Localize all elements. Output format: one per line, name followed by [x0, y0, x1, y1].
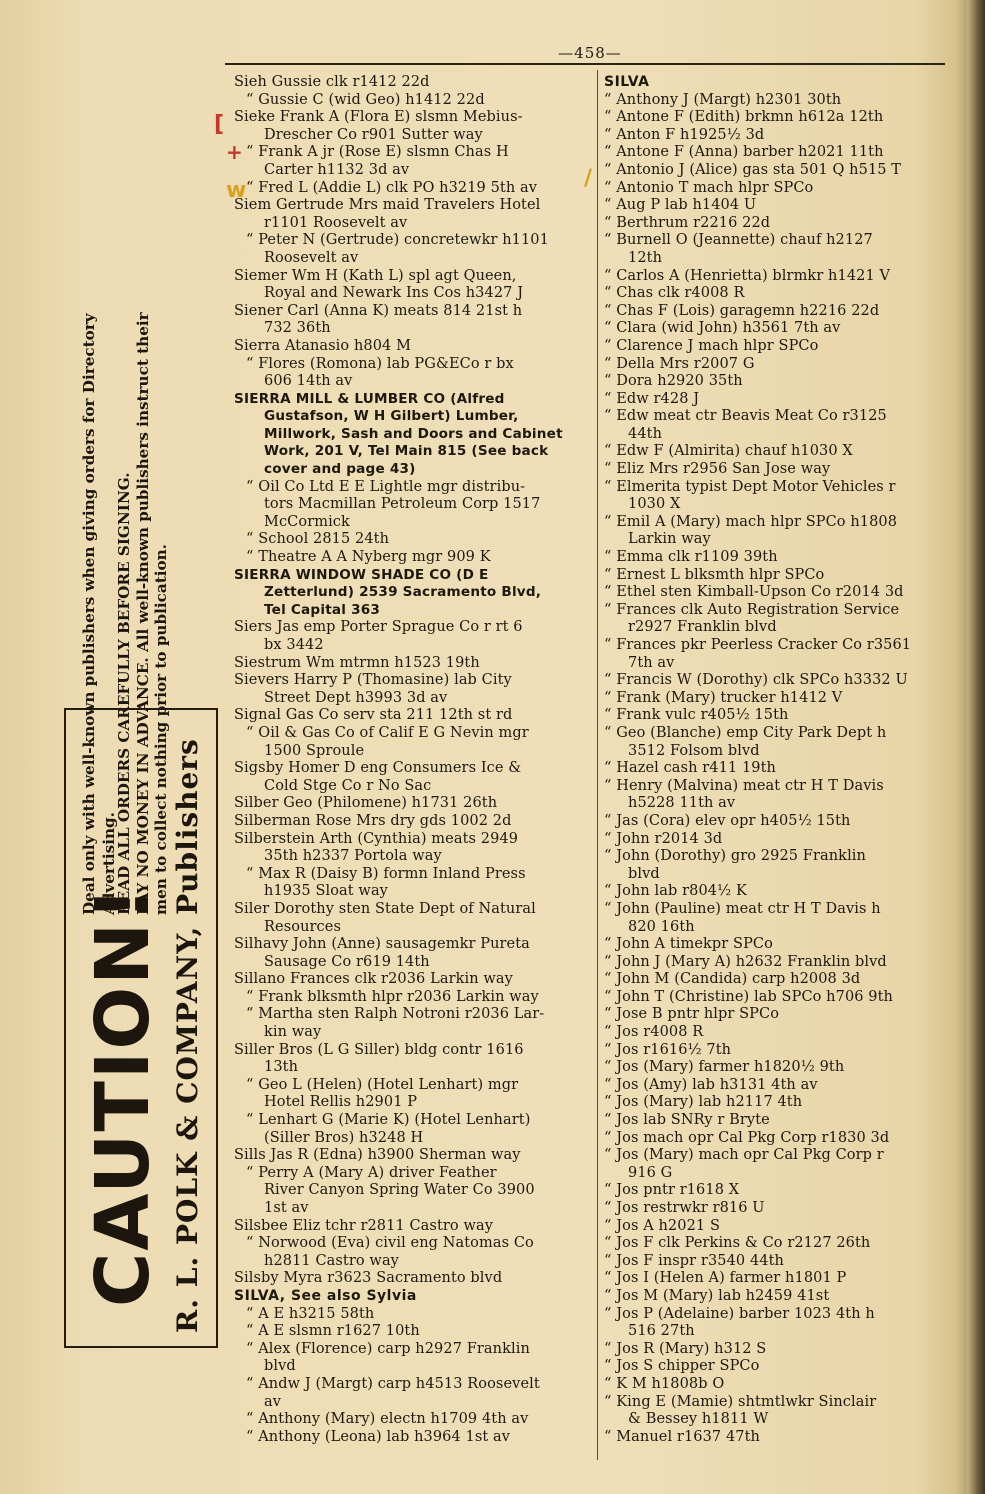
directory-entry-line: “ Hazel cash r411 19th — [604, 760, 776, 777]
directory-entry-line: “ A E h3215 58th — [246, 1305, 375, 1322]
directory-entry-line: Siestrum Wm mtrmn h1523 19th — [234, 654, 480, 671]
directory-entry-line: “ Anthony (Mary) electn h1709 4th av — [246, 1411, 529, 1428]
directory-entry-line: “ Jos restrwkr r816 U — [604, 1200, 765, 1216]
directory-entry-line: 1500 Sproule — [264, 742, 365, 759]
directory-entry-line: blvd — [628, 865, 660, 882]
caution-line-4: PAY NO MONEY IN ADVANCE. All well-known publishers instruct their — [134, 312, 152, 915]
directory-entry-line: “ John (Pauline) meat ctr H T Davis h — [604, 900, 881, 917]
directory-entry-line: “ Burnell O (Jeannette) chauf h2127 — [604, 232, 873, 249]
directory-entry-line: r1101 Roosevelt av — [264, 214, 408, 231]
directory-entry-line: “ Peter N (Gertrude) concretewkr h1101 — [246, 232, 549, 249]
directory-entry-line: “ Jos r1616½ 7th — [604, 1041, 732, 1058]
directory-entry-line: 35th h2337 Portola way — [264, 848, 442, 865]
caution-publisher: R. L. POLK & COMPANY, Publishers — [171, 738, 204, 1333]
directory-entry-line: “ Edw r428 J — [604, 390, 700, 407]
handwritten-mark-red: + — [226, 140, 243, 164]
directory-entry-line: & Bessey h1811 W — [628, 1411, 769, 1428]
directory-entry-line: h2811 Castro way — [264, 1252, 399, 1269]
directory-entry-line: Street Dept h3993 3d av — [264, 689, 448, 706]
directory-entry-line: “ Edw meat ctr Beavis Meat Co r3125 — [604, 408, 887, 425]
directory-entry-line: “ Clarence J mach hlpr SPCo — [604, 337, 819, 354]
directory-entry-line: “ John r2014 3d — [604, 830, 723, 847]
directory-entry-line: 606 14th av — [264, 373, 353, 390]
handwritten-mark-red: [ — [214, 112, 225, 137]
directory-entry-line: “ Jos lab SNRy r Bryte — [604, 1112, 770, 1129]
directory-entry-line: “ Antone F (Edith) brkmn h612a 12th — [604, 109, 884, 126]
directory-entry-line: Royal and Newark Ins Cos h3427 J — [264, 285, 524, 302]
directory-entry-line: “ Anthony J (Margt) h2301 30th — [604, 91, 842, 108]
directory-entry-line: cover and page 43) — [264, 461, 416, 478]
directory-entry-line: “ Francis W (Dorothy) clk SPCo h3332 U — [604, 672, 908, 689]
directory-entry-line: av — [264, 1393, 282, 1410]
directory-entry-line: Silber Geo (Philomene) h1731 26th — [234, 795, 498, 812]
directory-entry-line: “ Chas F (Lois) garagemn h2216 22d — [604, 302, 880, 319]
directory-entry-line: Silberman Rose Mrs dry gds 1002 2d — [234, 812, 512, 829]
caution-line-5: men to collect nothing prior to publication. — [152, 544, 170, 915]
directory-entry-line: Hotel Rellis h2901 P — [264, 1094, 418, 1111]
directory-entry-line: “ Manuel r1637 47th — [604, 1428, 760, 1445]
directory-entry-line: “ Frances pkr Peerless Cracker Co r3561 — [604, 637, 912, 653]
directory-entry-line: “ Carlos A (Henrietta) blrmkr h1421 V — [604, 267, 891, 284]
directory-entry-line: “ Jos R (Mary) h312 S — [604, 1340, 767, 1357]
directory-entry-line: “ Jos S chipper SPCo — [604, 1358, 760, 1375]
directory-entry-line: tors Macmillan Petroleum Corp 1517 — [264, 496, 541, 513]
directory-entry-line: “ Henry (Malvina) meat ctr H T Davis — [604, 777, 884, 794]
directory-entry-line: “ Jos mach opr Cal Pkg Corp r1830 3d — [604, 1129, 890, 1146]
directory-entry-line: “ Jose B pntr hlpr SPCo — [604, 1006, 780, 1023]
directory-entry-line: 516 27th — [628, 1323, 695, 1340]
directory-entry-line: “ Anthony (Leona) lab h3964 1st av — [246, 1428, 511, 1445]
directory-entry-line: “ Jos A h2021 S — [604, 1217, 720, 1234]
directory-entry-line: “ Frank blksmth hlpr r2036 Larkin way — [246, 988, 539, 1005]
directory-entry-line: “ Elmerita typist Dept Motor Vehicles r — [604, 478, 896, 495]
directory-entry-line: “ John T (Christine) lab SPCo h706 9th — [604, 988, 893, 1005]
directory-entry-line: Work, 201 V, Tel Main 815 (See back — [264, 443, 549, 460]
directory-entry-line: 7th av — [628, 654, 675, 671]
directory-entry-line: Siem Gertrude Mrs maid Travelers Hotel — [234, 197, 541, 214]
directory-entry-line: Resources — [264, 918, 341, 935]
directory-entry-line: Sills Jas R (Edna) h3900 Sherman way — [234, 1147, 521, 1164]
directory-entry-line: “ Jos M (Mary) lab h2459 41st — [604, 1287, 830, 1304]
page-edge — [967, 0, 985, 1494]
directory-column-right — [604, 74, 954, 1446]
directory-entry-line: “ Jos r4008 R — [604, 1024, 704, 1041]
column-divider — [597, 70, 598, 1460]
handwritten-mark-yellow: / — [584, 166, 593, 191]
directory-entry-line: “ Jas (Cora) elev opr h405½ 15th — [604, 812, 851, 829]
directory-entry-line: bx 3442 — [264, 637, 324, 653]
directory-entry-line: kin way — [264, 1024, 322, 1041]
directory-entry-line: “ Jos I (Helen A) farmer h1801 P — [604, 1270, 847, 1287]
directory-entry-line: 916 G — [628, 1164, 673, 1181]
directory-entry-line: “ Oil Co Ltd E E Lightle mgr distribu- — [246, 478, 526, 495]
directory-entry-line: Siller Bros (L G Siller) bldg contr 1616 — [234, 1041, 524, 1058]
directory-entry-line: “ Frank vulc r405½ 15th — [604, 707, 789, 724]
directory-entry-line: “ Chas clk r4008 R — [604, 285, 745, 302]
directory-entry-line: “ Frank A jr (Rose E) slsmn Chas H — [246, 144, 509, 161]
directory-entry-line: Cold Stge Co r No Sac — [264, 777, 432, 794]
directory-entry-line: Carter h1132 3d av — [264, 161, 410, 178]
directory-entry-line: 1st av — [264, 1200, 309, 1216]
directory-entry-line: Sillano Frances clk r2036 Larkin way — [234, 971, 513, 988]
directory-entry-line: Siener Carl (Anna K) meats 814 21st h — [234, 302, 523, 319]
directory-entry-line: “ Lenhart G (Marie K) (Hotel Lenhart) — [246, 1112, 531, 1129]
directory-entry-line: “ Berthrum r2216 22d — [604, 214, 771, 231]
directory-entry-line: “ Jos (Mary) mach opr Cal Pkg Corp r — [604, 1147, 884, 1164]
directory-entry-line: “ John (Dorothy) gro 2925 Franklin — [604, 848, 866, 865]
directory-entry-line: “ Ethel sten Kimball-Upson Co r2014 3d — [604, 584, 904, 601]
directory-entry-line: “ Geo (Blanche) emp City Park Dept h — [604, 724, 887, 741]
caution-line-3: READ ALL ORDERS CAREFULLY BEFORE SIGNING. — [115, 472, 133, 915]
directory-entry-line: “ Theatre A A Nyberg mgr 909 K — [246, 549, 491, 566]
page-number: —458— — [558, 44, 622, 62]
directory-entry-line: McCormick — [264, 513, 350, 530]
directory-entry-line: “ Ernest L blksmth hlpr SPCo — [604, 566, 825, 583]
directory-entry-line: Tel Capital 363 — [264, 601, 381, 618]
directory-entry-line: “ Clara (wid John) h3561 7th av — [604, 320, 841, 337]
directory-entry-line: “ John lab r804½ K — [604, 883, 747, 900]
directory-entry-line: “ Eliz Mrs r2956 San Jose way — [604, 461, 831, 478]
directory-entry-line: 1030 X — [628, 496, 681, 513]
directory-entry-line: Roosevelt av — [264, 249, 359, 266]
directory-entry-line: “ Antonio T mach hlpr SPCo — [604, 179, 814, 196]
directory-entry-line: “ Frances clk Auto Registration Service — [604, 601, 900, 618]
directory-entry-line: “ Andw J (Margt) carp h4513 Roosevelt — [246, 1375, 540, 1392]
directory-entry-line: “ Edw F (Almirita) chauf h1030 X — [604, 443, 853, 460]
directory-entry-line: “ Antonio J (Alice) gas sta 501 Q h515 T — [604, 161, 902, 178]
caution-advertisement — [56, 205, 214, 1345]
directory-column-left — [234, 74, 594, 1446]
directory-entry-line: 732 36th — [264, 320, 331, 337]
handwritten-mark-yellow: w — [226, 178, 247, 203]
directory-entry-line: “ John A timekpr SPCo — [604, 936, 773, 953]
directory-entry-line: “ Jos F clk Perkins & Co r2127 26th — [604, 1235, 871, 1252]
directory-entry-line: Gustafson, W H Gilbert) Lumber, — [264, 408, 519, 425]
directory-entry-line: “ Emil A (Mary) mach hlpr SPCo h1808 — [604, 513, 898, 530]
directory-entry-line: 12th — [628, 249, 663, 266]
directory-entry-line: SILVA, See also Sylvia — [234, 1287, 417, 1304]
directory-entry-line: SIERRA WINDOW SHADE CO (D E — [234, 566, 489, 583]
directory-entry-line: River Canyon Spring Water Co 3900 — [264, 1182, 535, 1199]
directory-entry-line: “ Max R (Daisy B) formn Inland Press — [246, 865, 526, 882]
directory-entry-line: 44th — [628, 425, 663, 442]
directory-entry-line: “ Frank (Mary) trucker h1412 V — [604, 689, 843, 706]
directory-entry-line: “ Flores (Romona) lab PG&ECo r bx — [246, 355, 514, 372]
directory-entry-line: “ Fred L (Addie L) clk PO h3219 5th av — [246, 179, 538, 196]
directory-entry-line: Silberstein Arth (Cynthia) meats 2949 — [234, 830, 519, 847]
directory-entry-line: “ Emma clk r1109 39th — [604, 549, 778, 566]
directory-entry-line: “ Oil & Gas Co of Calif E G Nevin mgr — [246, 724, 529, 741]
directory-entry-line: Sieke Frank A (Flora E) slsmn Mebius- — [234, 109, 523, 126]
directory-entry-line: Sierra Atanasio h804 M — [234, 337, 412, 354]
directory-entry-line: “ School 2815 24th — [246, 531, 390, 548]
directory-entry-line: “ Gussie C (wid Geo) h1412 22d — [246, 91, 485, 108]
directory-entry-line: “ Jos (Mary) lab h2117 4th — [604, 1094, 803, 1111]
directory-entry-line: SIERRA MILL & LUMBER CO (Alfred — [234, 390, 505, 407]
directory-entry-line: “ Martha sten Ralph Notroni r2036 Lar- — [246, 1006, 545, 1023]
directory-entry-line: “ Antone F (Anna) barber h2021 11th — [604, 144, 884, 161]
directory-entry-line: “ Jos F inspr r3540 44th — [604, 1252, 784, 1269]
directory-entry-line: Silsbee Eliz tchr r2811 Castro way — [234, 1217, 494, 1234]
directory-entry-line: (Siller Bros) h3248 H — [264, 1129, 424, 1146]
directory-entry-line: Zetterlund) 2539 Sacramento Blvd, — [264, 584, 542, 601]
directory-entry-line: Silhavy John (Anne) sausagemkr Pureta — [234, 936, 530, 953]
directory-entry-line: h5228 11th av — [628, 795, 736, 812]
directory-entry-line: Signal Gas Co serv sta 211 12th st rd — [234, 707, 513, 724]
directory-entry-line: “ Alex (Florence) carp h2927 Franklin — [246, 1340, 530, 1357]
directory-entry-line: “ Norwood (Eva) civil eng Natomas Co — [246, 1235, 534, 1252]
directory-entry-line: h1935 Sloat way — [264, 883, 388, 900]
directory-entry-line: Larkin way — [628, 531, 711, 548]
directory-entry-line: “ King E (Mamie) shtmtlwkr Sinclair — [604, 1393, 877, 1410]
directory-entry-line: Sigsby Homer D eng Consumers Ice & — [234, 760, 522, 777]
directory-entry-line: blvd — [264, 1358, 296, 1375]
directory-entry-line: “ Geo L (Helen) (Hotel Lenhart) mgr — [246, 1076, 519, 1093]
directory-entry-line: “ Jos pntr r1618 X — [604, 1182, 740, 1199]
directory-entry-line: Sausage Co r619 14th — [264, 953, 430, 970]
directory-entry-line: Siler Dorothy sten State Dept of Natural — [234, 900, 536, 917]
directory-entry-line: 820 16th — [628, 918, 695, 935]
directory-entry-line: “ John J (Mary A) h2632 Franklin blvd — [604, 953, 887, 970]
directory-entry-line: “ Jos (Mary) farmer h1820½ 9th — [604, 1059, 845, 1076]
directory-entry-line: SILVA — [604, 74, 650, 90]
directory-entry-line: “ Perry A (Mary A) driver Feather — [246, 1164, 497, 1181]
caution-line-1: Deal only with well-known publishers when giving orders for Directory — [80, 313, 98, 915]
directory-entry-line: “ Dora h2920 35th — [604, 373, 743, 390]
directory-entry-line: Sieh Gussie clk r1412 22d — [234, 74, 430, 90]
directory-entry-line: “ Aug P lab h1404 U — [604, 197, 757, 214]
directory-entry-line: 3512 Folsom blvd — [628, 742, 760, 759]
directory-entry-line: “ A E slsmn r1627 10th — [246, 1323, 420, 1340]
directory-entry-line: “ K M h1808b O — [604, 1375, 725, 1392]
directory-entry-line: 13th — [264, 1059, 299, 1076]
directory-entry-line: “ Jos P (Adelaine) barber 1023 4th h — [604, 1305, 875, 1322]
directory-entry-line: Sievers Harry P (Thomasine) lab City — [234, 672, 512, 689]
caution-title: CAUTION! — [80, 885, 166, 1307]
directory-entry-line: Silsby Myra r3623 Sacramento blvd — [234, 1270, 503, 1287]
directory-entry-line: Siers Jas emp Porter Sprague Co r rt 6 — [234, 619, 523, 636]
directory-entry-line: r2927 Franklin blvd — [628, 619, 777, 636]
directory-entry-line: “ Jos (Amy) lab h3131 4th av — [604, 1076, 818, 1093]
directory-entry-line: Millwork, Sash and Doors and Cabinet — [264, 425, 563, 442]
directory-entry-line: Drescher Co r901 Sutter way — [264, 126, 483, 143]
directory-entry-line: “ Anton F h1925½ 3d — [604, 126, 765, 143]
directory-entry-line: Siemer Wm H (Kath L) spl agt Queen, — [234, 267, 517, 284]
directory-entry-line: “ Della Mrs r2007 G — [604, 355, 755, 372]
header-rule — [225, 63, 945, 65]
directory-entry-line: “ John M (Candida) carp h2008 3d — [604, 971, 861, 988]
caution-line-2: Advertising. — [100, 812, 118, 915]
